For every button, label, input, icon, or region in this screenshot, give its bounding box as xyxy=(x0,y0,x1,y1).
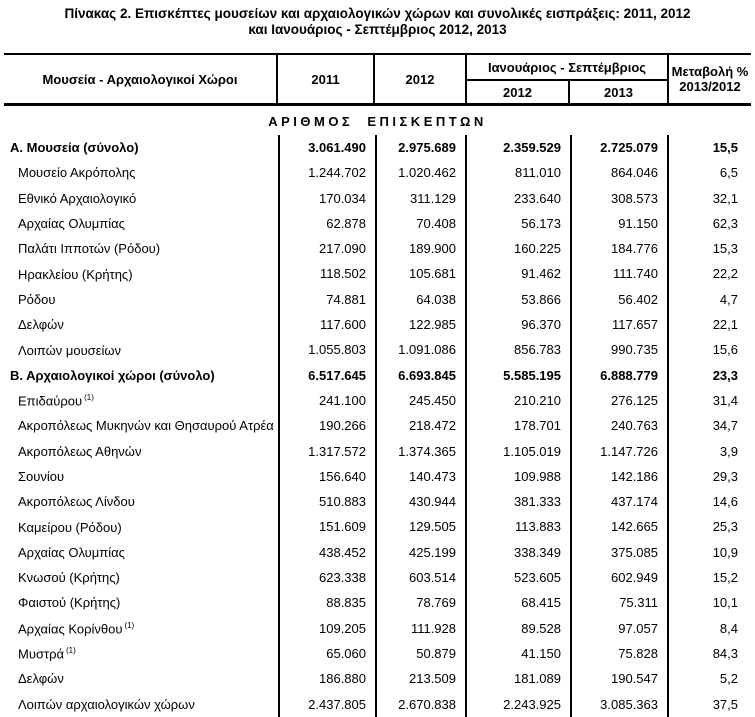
header-jan-sep-span: Ιανουάριος - Σεπτέμβριος xyxy=(465,55,667,81)
cell-change-percent: 10,9 xyxy=(667,540,751,565)
cell-2012: 189.900 xyxy=(375,236,465,261)
cell-jan-sep-2012: 233.640 xyxy=(465,186,570,211)
cell-2011: 190.266 xyxy=(278,413,375,438)
table-row xyxy=(4,540,751,565)
cell-2011: 88.835 xyxy=(278,590,375,615)
header-change-label: Μεταβολή % xyxy=(671,64,749,79)
cell-2011: 65.060 xyxy=(278,641,375,666)
header-year-2011: 2011 xyxy=(278,55,375,103)
cell-jan-sep-2012: 56.173 xyxy=(465,211,570,236)
cell-2012: 140.473 xyxy=(375,464,465,489)
cell-2011: 151.609 xyxy=(278,514,375,539)
header-jan-sep-2012: 2012 xyxy=(465,81,570,103)
cell-2011: 2.437.805 xyxy=(278,692,375,717)
cell-2012: 122.985 xyxy=(375,312,465,337)
row-label: Σουνίου xyxy=(18,469,65,484)
cell-2012: 425.199 xyxy=(375,540,465,565)
table-row xyxy=(4,160,751,185)
cell-change-percent: 84,3 xyxy=(667,641,751,666)
cell-jan-sep-2012: 5.585.195 xyxy=(465,363,570,388)
cell-jan-sep-2013: 864.046 xyxy=(570,160,667,185)
cell-2012: 70.408 xyxy=(375,211,465,236)
cell-jan-sep-2012: 2.359.529 xyxy=(465,135,570,160)
cell-jan-sep-2013: 142.665 xyxy=(570,514,667,539)
cell-2012: 430.944 xyxy=(375,489,465,514)
cell-jan-sep-2013: 97.057 xyxy=(570,616,667,641)
cell-2011: 3.061.490 xyxy=(278,135,375,160)
table-row xyxy=(4,616,751,641)
cell-2011: 109.205 xyxy=(278,616,375,641)
row-label: Β. Αρχαιολογικοί χώροι (σύνολο) xyxy=(10,367,215,383)
cell-change-percent: 15,3 xyxy=(667,236,751,261)
header-change-percent xyxy=(667,55,751,103)
row-label: Επιδαύρου $^{(1)}$ xyxy=(18,392,94,409)
table-title-line2: και Ιανουάριος - Σεπτέμβριος 2012, 2013 xyxy=(248,22,507,37)
row-label: Λοιπών αρχαιολογικών χώρων xyxy=(18,696,195,712)
cell-change-percent: 6,5 xyxy=(667,160,751,185)
table-row xyxy=(4,363,751,388)
cell-change-percent: 32,1 xyxy=(667,186,751,211)
row-label: Α. Μουσεία (σύνολο) xyxy=(10,140,139,156)
row-label: Ακροπόλεως Μυκηνών και Θησαυρού Ατρέα xyxy=(18,418,274,434)
cell-change-percent: 15,5 xyxy=(667,135,751,160)
cell-jan-sep-2012: 811.010 xyxy=(465,160,570,185)
cell-jan-sep-2013: 3.085.363 xyxy=(570,692,667,717)
cell-2011: 623.338 xyxy=(278,565,375,590)
table-title-line1: Πίνακας 2. Επισκέπτες μουσείων και αρχαιολογικών χώρων και συνολικές εισπράξεις: 2011, 2012 xyxy=(64,6,691,21)
cell-2012: 6.693.845 xyxy=(375,363,465,388)
cell-2011: 510.883 xyxy=(278,489,375,514)
cell-jan-sep-2012: 338.349 xyxy=(465,540,570,565)
table-row xyxy=(4,464,751,489)
cell-change-percent: 62,3 xyxy=(667,211,751,236)
table-row xyxy=(4,489,751,514)
table-row xyxy=(4,565,751,590)
cell-change-percent: 23,3 xyxy=(667,363,751,388)
cell-change-percent: 25,3 xyxy=(667,514,751,539)
cell-jan-sep-2013: 6.888.779 xyxy=(570,363,667,388)
cell-2012: 1.091.086 xyxy=(375,337,465,362)
cell-2012: 2.670.838 xyxy=(375,692,465,717)
cell-jan-sep-2012: 109.988 xyxy=(465,464,570,489)
table-row xyxy=(4,135,751,160)
cell-2012: 111.928 xyxy=(375,616,465,641)
cell-2012: 78.769 xyxy=(375,590,465,615)
cell-jan-sep-2012: 178.701 xyxy=(465,413,570,438)
cell-2012: 129.505 xyxy=(375,514,465,539)
cell-jan-sep-2013: 1.147.726 xyxy=(570,439,667,464)
cell-change-percent: 29,3 xyxy=(667,464,751,489)
table-row xyxy=(4,388,751,413)
cell-change-percent: 34,7 xyxy=(667,413,751,438)
cell-2011: 74.881 xyxy=(278,287,375,312)
cell-jan-sep-2013: 117.657 xyxy=(570,312,667,337)
cell-jan-sep-2013: 184.776 xyxy=(570,236,667,261)
cell-jan-sep-2012: 41.150 xyxy=(465,641,570,666)
cell-2012: 213.509 xyxy=(375,666,465,691)
table-row xyxy=(4,514,751,539)
table-row xyxy=(4,413,751,438)
header-change-ratio: 2013/2012 xyxy=(679,79,741,94)
table-header xyxy=(4,53,751,106)
row-label: Ακροπόλεως Λίνδου xyxy=(18,494,135,510)
footnote-marker: (1) xyxy=(66,645,76,655)
row-label: Παλάτι Ιπποτών (Ρόδου) xyxy=(18,241,161,257)
table-row xyxy=(4,261,751,286)
row-label: Εθνικό Αρχαιολογικό xyxy=(18,190,137,206)
cell-jan-sep-2012: 181.089 xyxy=(465,666,570,691)
row-label: Ηρακλείου (Κρήτης) xyxy=(18,266,133,282)
cell-2012: 105.681 xyxy=(375,261,465,286)
cell-jan-sep-2013: 240.763 xyxy=(570,413,667,438)
cell-change-percent: 15,2 xyxy=(667,565,751,590)
cell-change-percent: 10,1 xyxy=(667,590,751,615)
cell-2012: 218.472 xyxy=(375,413,465,438)
section-header-visitor-count: ΑΡΙΘΜΟΣ ΕΠΙΣΚΕΠΤΩΝ xyxy=(268,114,487,129)
table-row xyxy=(4,641,751,666)
footnote-marker: (1) xyxy=(124,620,135,630)
cell-jan-sep-2012: 113.883 xyxy=(465,514,570,539)
cell-change-percent: 8,4 xyxy=(667,616,751,641)
cell-2011: 1.317.572 xyxy=(278,439,375,464)
cell-2012: 1.020.462 xyxy=(375,160,465,185)
cell-2012: 2.975.689 xyxy=(375,135,465,160)
cell-jan-sep-2012: 53.866 xyxy=(465,287,570,312)
cell-jan-sep-2012: 91.462 xyxy=(465,261,570,286)
cell-jan-sep-2012: 856.783 xyxy=(465,337,570,362)
table-row xyxy=(4,666,751,691)
cell-jan-sep-2013: 276.125 xyxy=(570,388,667,413)
cell-change-percent: 31,4 xyxy=(667,388,751,413)
cell-2011: 156.640 xyxy=(278,464,375,489)
cell-change-percent: 22,2 xyxy=(667,261,751,286)
cell-2011: 217.090 xyxy=(278,236,375,261)
row-label: Δελφών xyxy=(18,671,64,687)
cell-change-percent: 14,6 xyxy=(667,489,751,514)
row-label: Λοιπών μουσείων xyxy=(18,342,122,358)
row-label: Μουσείο Ακρόπολης xyxy=(18,165,136,181)
cell-2012: 603.514 xyxy=(375,565,465,590)
cell-change-percent: 15,6 xyxy=(667,337,751,362)
row-label: Αρχαίας Ολυμπίας xyxy=(18,216,125,232)
cell-jan-sep-2013: 91.150 xyxy=(570,211,667,236)
cell-2011: 170.034 xyxy=(278,186,375,211)
table-row xyxy=(4,236,751,261)
cell-change-percent: 22,1 xyxy=(667,312,751,337)
row-label: Καμείρου (Ρόδου) xyxy=(18,519,122,535)
cell-jan-sep-2012: 210.210 xyxy=(465,388,570,413)
cell-2011: 62.878 xyxy=(278,211,375,236)
cell-jan-sep-2013: 437.174 xyxy=(570,489,667,514)
table-row xyxy=(4,337,751,362)
cell-2012: 50.879 xyxy=(375,641,465,666)
cell-2012: 64.038 xyxy=(375,287,465,312)
table-row xyxy=(4,312,751,337)
header-year-2012: 2012 xyxy=(405,71,435,87)
cell-2011: 1.055.803 xyxy=(278,337,375,362)
table-row xyxy=(4,211,751,236)
cell-change-percent: 4,7 xyxy=(667,287,751,312)
cell-jan-sep-2013: 75.828 xyxy=(570,641,667,666)
cell-jan-sep-2012: 1.105.019 xyxy=(465,439,570,464)
table-row xyxy=(4,590,751,615)
cell-2011: 186.880 xyxy=(278,666,375,691)
cell-2011: 1.244.702 xyxy=(278,160,375,185)
header-museums-sites: Μουσεία - Αρχαιολογικοί Χώροι xyxy=(4,55,278,103)
row-label: Φαιστού (Κρήτης) xyxy=(18,595,121,611)
cell-jan-sep-2013: 142.186 xyxy=(570,464,667,489)
cell-2011: 118.502 xyxy=(278,261,375,286)
cell-jan-sep-2013: 111.740 xyxy=(570,261,667,286)
cell-jan-sep-2012: 96.370 xyxy=(465,312,570,337)
cell-change-percent: 3,9 xyxy=(667,439,751,464)
cell-jan-sep-2012: 2.243.925 xyxy=(465,692,570,717)
cell-jan-sep-2013: 190.547 xyxy=(570,666,667,691)
cell-jan-sep-2013: 990.735 xyxy=(570,337,667,362)
table-row xyxy=(4,439,751,464)
table-row xyxy=(4,692,751,717)
cell-jan-sep-2013: 2.725.079 xyxy=(570,135,667,160)
cell-jan-sep-2013: 56.402 xyxy=(570,287,667,312)
data-table-body xyxy=(4,135,751,717)
row-label: Αρχαίας Κορίνθου $^{(1)}$ xyxy=(18,620,135,636)
row-label: Κνωσού (Κρήτης) xyxy=(18,570,120,586)
row-label: Μυστρά $^{(1)}$ xyxy=(18,645,76,662)
cell-jan-sep-2012: 381.333 xyxy=(465,489,570,514)
cell-jan-sep-2013: 75.311 xyxy=(570,590,667,615)
cell-2011: 117.600 xyxy=(278,312,375,337)
cell-jan-sep-2012: 523.605 xyxy=(465,565,570,590)
cell-2011: 438.452 xyxy=(278,540,375,565)
cell-2011: 241.100 xyxy=(278,388,375,413)
row-label: Ρόδου xyxy=(18,291,56,307)
table-title xyxy=(0,0,755,38)
row-label: Ακροπόλεως Αθηνών xyxy=(18,443,142,459)
table-row xyxy=(4,186,751,211)
footnote-marker: (1) xyxy=(84,392,94,402)
cell-change-percent: 5,2 xyxy=(667,666,751,691)
cell-jan-sep-2013: 308.573 xyxy=(570,186,667,211)
cell-jan-sep-2013: 375.085 xyxy=(570,540,667,565)
cell-jan-sep-2012: 160.225 xyxy=(465,236,570,261)
header-jan-sep-2013: 2013 xyxy=(604,84,633,100)
cell-change-percent: 37,5 xyxy=(667,692,751,717)
cell-jan-sep-2012: 89.528 xyxy=(465,616,570,641)
cell-jan-sep-2013: 602.949 xyxy=(570,565,667,590)
row-label: Δελφών xyxy=(18,317,64,333)
cell-jan-sep-2012: 68.415 xyxy=(465,590,570,615)
cell-2012: 1.374.365 xyxy=(375,439,465,464)
cell-2012: 311.129 xyxy=(375,186,465,211)
cell-2012: 245.450 xyxy=(375,388,465,413)
row-label: Αρχαίας Ολυμπίας xyxy=(18,544,125,560)
cell-2011: 6.517.645 xyxy=(278,363,375,388)
table-row xyxy=(4,287,751,312)
